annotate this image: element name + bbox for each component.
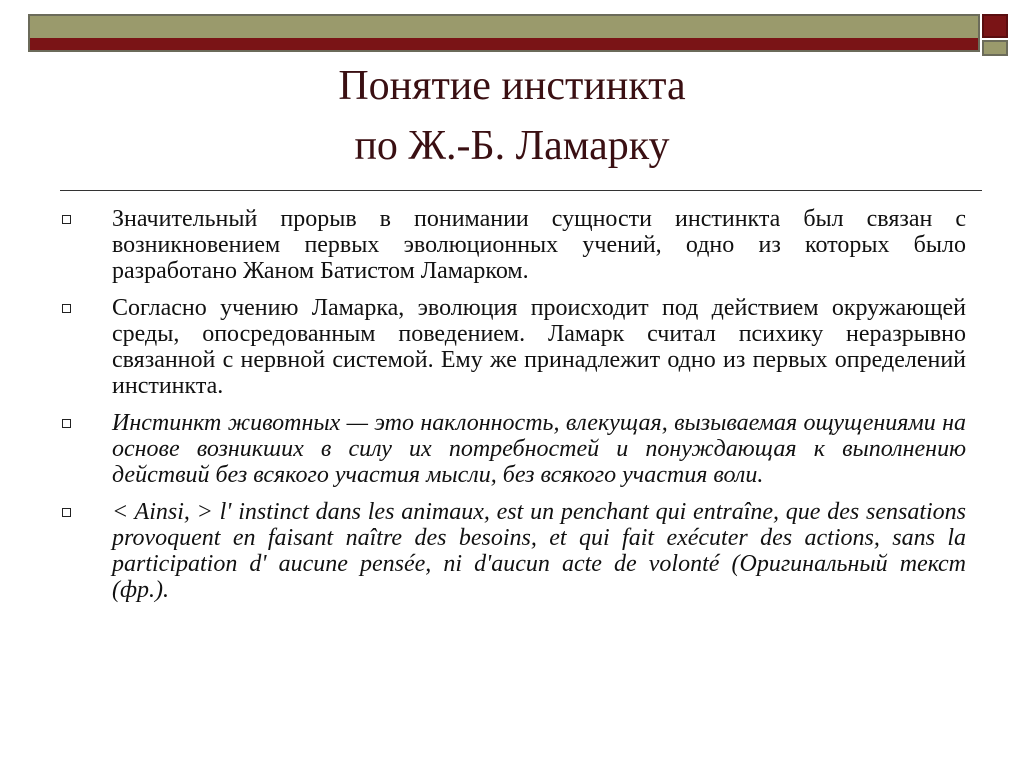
bullet-text-1: Значительный прорыв в понимании сущности инстинкта был связан с возникновением первых эволюционных учений, одно из которых было разработано Жаном Батистом Ламарком.	[112, 206, 966, 284]
bullet-item-3	[58, 410, 966, 488]
bullet-text-4: < Ainsi, > l' instinct dans les animaux, est un penchant qui entraîne, que des sensations provoquent en faisant naître des besoins, et qui fait exécuter des actions, sans la participation d' aucune pensée, ni d'aucun acte de volonté (Оригинальный текст (фр.).	[112, 499, 966, 603]
square-bullet-icon	[62, 215, 71, 224]
corner-decor-square-red	[982, 14, 1008, 38]
bullet-text-3: Инстинкт животных — это наклонность, влекущая, вызываемая ощущениями на основе возникших в силу их потребностей и понуждающая к выполнению действий без всякого участия мысли, без всякого участия воли.	[112, 410, 966, 488]
slide-title-line-1: Понятие инстинкта	[338, 63, 686, 109]
bullet-item-4	[58, 499, 966, 603]
square-bullet-icon	[62, 304, 71, 313]
bullet-text-2: Согласно учению Ламарка, эволюция происходит под действием окружающей среды, опосредованным поведением. Ламарк считал психику неразрывно связанной с нервной системой. Ему же принадлежит одно из первых определений инстинкта.	[112, 295, 966, 399]
slide-title-line-2: по Ж.-Б. Ламарку	[354, 123, 670, 169]
square-bullet-icon	[62, 508, 71, 517]
header-decor-band	[28, 14, 980, 52]
title-divider	[60, 190, 982, 191]
corner-decor-square-olive	[982, 40, 1008, 56]
slide-title	[180, 56, 844, 176]
header-decor-stripe	[30, 38, 978, 50]
bullet-item-2	[58, 295, 966, 399]
bullet-item-1	[58, 206, 966, 284]
square-bullet-icon	[62, 419, 71, 428]
bullet-list	[58, 206, 966, 614]
